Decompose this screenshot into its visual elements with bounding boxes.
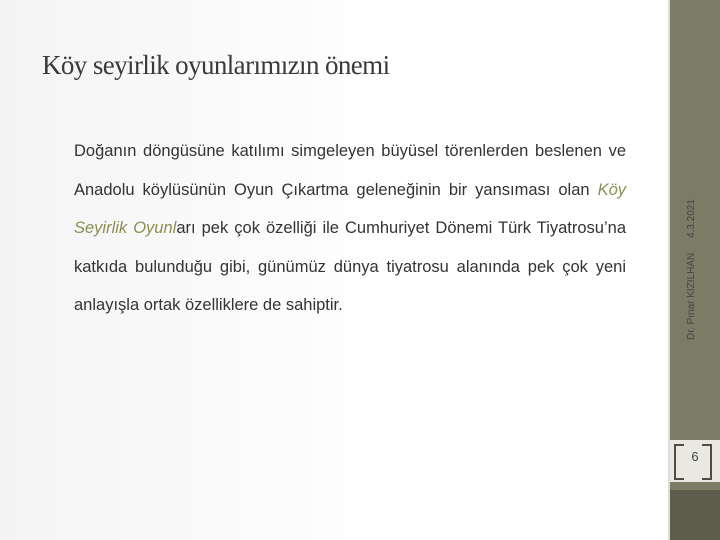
slide-title: Köy seyirlik oyunlarımızın önemi [42,50,390,80]
slide-author: Dr. Pınar KIZILHAN [686,252,697,340]
page-number: 6 [691,449,699,464]
body-paragraph [74,132,626,325]
sidebar-footer-block [670,490,720,540]
slide-body-text [74,132,626,325]
body-text-part-2: arı pek çok özelliği ile Cumhuriyet Dönemi Türk Tiyatrosu’na katkıda bulunduğu gibi, günümüz dünya tiyatrosu alanında pek çok yeni anlayışla ortak özelliklere de sahiptir. [74,219,626,314]
slide-date: 4.3.2021 [686,199,697,238]
body-text-emphasis: Köy Seyirlik Oyunl [74,180,626,237]
body-text-part-1: Doğanın döngüsüne katılımı simgeleyen büyüsel törenlerden beslenen ve Anadolu köylüsünün Oyun Çıkartma geleneğinin bir yansıması olan [74,142,626,199]
